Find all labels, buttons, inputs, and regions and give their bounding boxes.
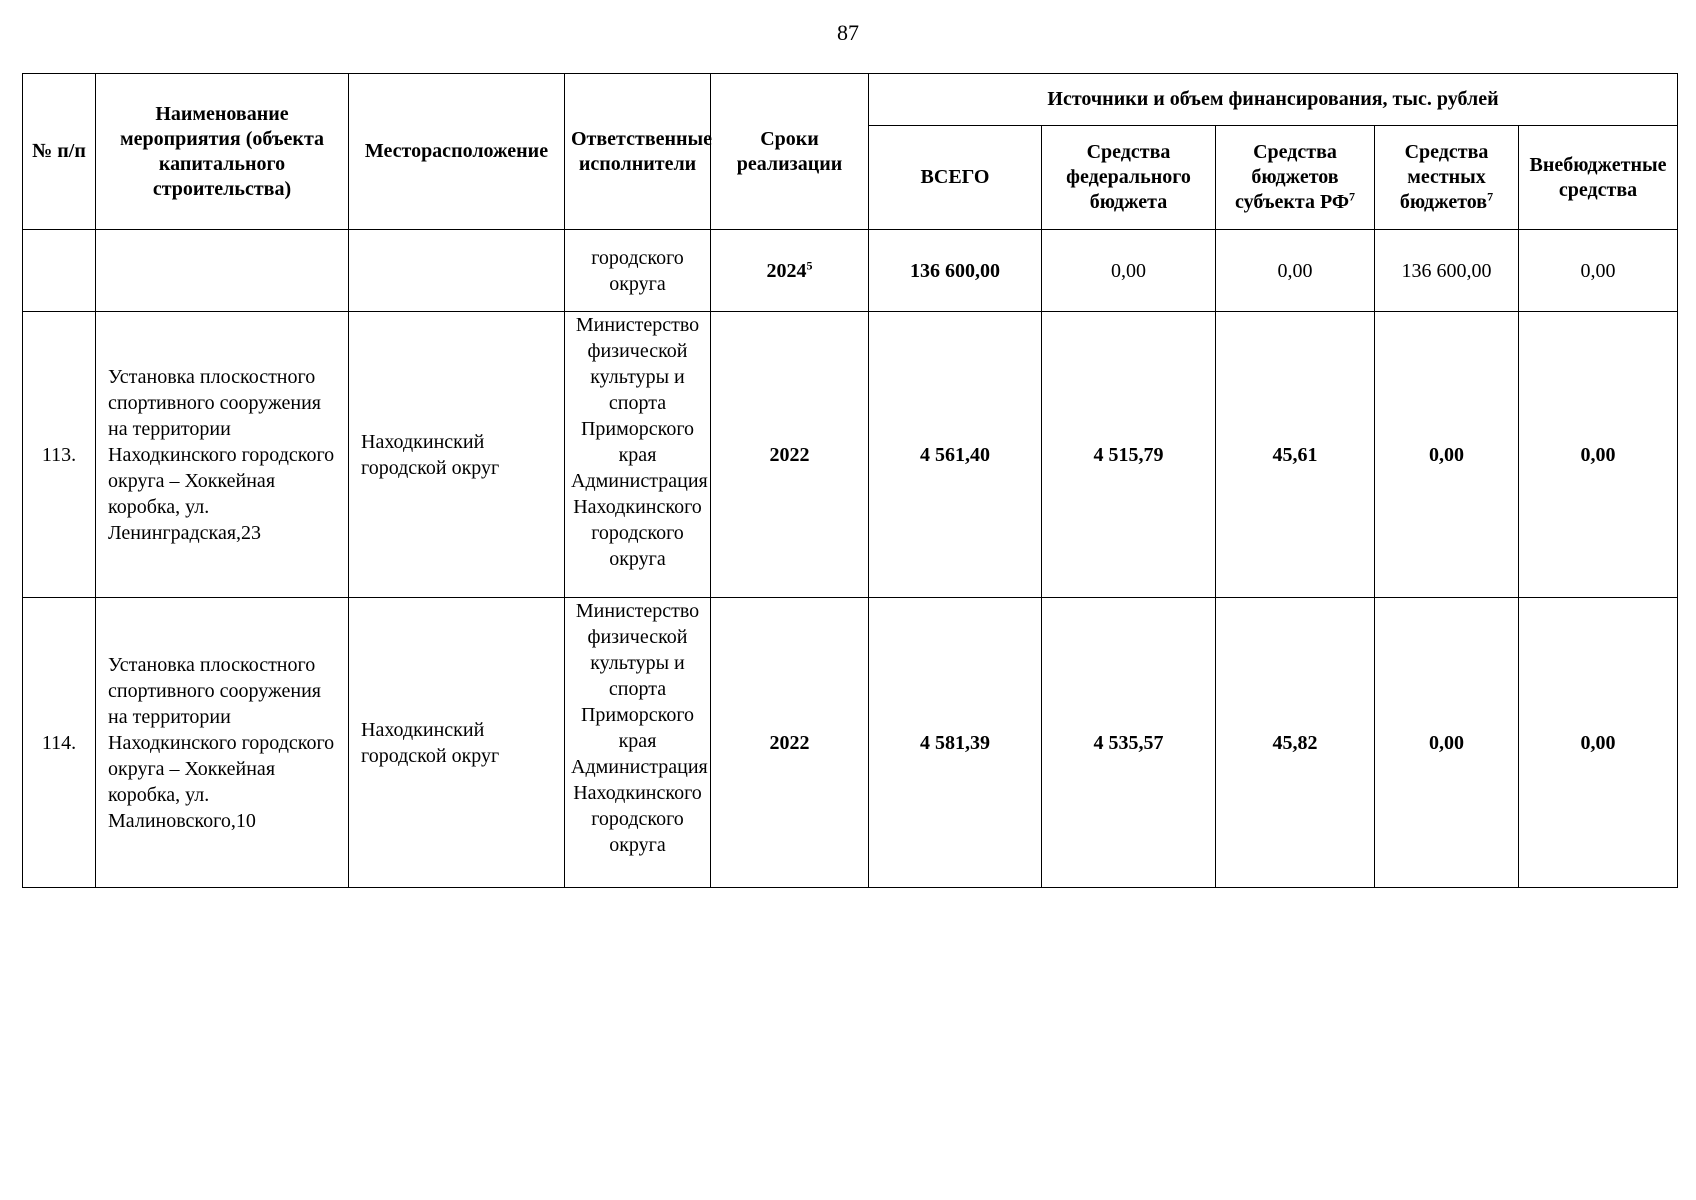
header-name: Наименование мероприятия (объекта капитального строительства) (96, 74, 349, 230)
header-location: Месторасположение (349, 74, 565, 230)
cell-federal: 4 535,57 (1042, 598, 1216, 888)
cell-executors: городского округа (565, 230, 711, 312)
header-total: ВСЕГО (869, 126, 1042, 230)
cell-year-footnote: 5 (806, 257, 813, 272)
cell-name: Установка плоскостного спортивного сооружения на территории Находкинского городского округа – Хоккейная коробка, ул. Малиновского,10 (96, 598, 349, 888)
cell-year-text: 2024 (766, 259, 807, 282)
cell-executors: Министерство физической культуры и спорта Приморского края Администрация Находкинского городского округа (565, 598, 711, 888)
table-row (23, 230, 1678, 312)
cell-location: Находкинский городской округ (349, 312, 565, 598)
header-subject (1216, 126, 1375, 230)
cell-name (96, 230, 349, 312)
table-row (23, 312, 1678, 598)
financing-table (22, 73, 1678, 888)
header-offbudget: Внебюджетные средства (1519, 126, 1678, 230)
header-sources: Источники и объем финансирования, тыс. рублей (869, 74, 1678, 126)
cell-total: 4 581,39 (869, 598, 1042, 888)
header-terms: Сроки реализации (711, 74, 869, 230)
header-subject-footnote: 7 (1349, 189, 1356, 204)
header-local-text: Средства местных бюджетов (1399, 141, 1489, 213)
header-num: № п/п (23, 74, 96, 230)
header-executors: Ответственные исполнители (565, 74, 711, 230)
cell-total: 136 600,00 (869, 230, 1042, 312)
page-number: 87 (837, 20, 859, 45)
cell-offbudget: 0,00 (1519, 312, 1678, 598)
header-local (1375, 126, 1519, 230)
header-subject-text: Средства бюджетов субъекта РФ (1234, 141, 1350, 213)
cell-num: 113. (23, 312, 96, 598)
header-local-footnote: 7 (1487, 189, 1494, 204)
cell-federal: 4 515,79 (1042, 312, 1216, 598)
cell-location (349, 230, 565, 312)
cell-year (711, 230, 869, 312)
cell-subject: 45,82 (1216, 598, 1375, 888)
cell-federal: 0,00 (1042, 230, 1216, 312)
cell-num (23, 230, 96, 312)
cell-total: 4 561,40 (869, 312, 1042, 598)
cell-local: 0,00 (1375, 312, 1519, 598)
header-row-1 (23, 74, 1678, 126)
table-row (23, 598, 1678, 888)
header-federal: Средства федерального бюджета (1042, 126, 1216, 230)
cell-year: 2022 (711, 598, 869, 888)
cell-offbudget: 0,00 (1519, 598, 1678, 888)
cell-num: 114. (23, 598, 96, 888)
cell-name: Установка плоскостного спортивного сооружения на территории Находкинского городского округа – Хоккейная коробка, ул. Ленинградская,23 (96, 312, 349, 598)
cell-local: 136 600,00 (1375, 230, 1519, 312)
cell-local: 0,00 (1375, 598, 1519, 888)
cell-year: 2022 (711, 312, 869, 598)
cell-executors: Министерство физической культуры и спорта Приморского края Администрация Находкинского городского округа (565, 312, 711, 598)
cell-offbudget: 0,00 (1519, 230, 1678, 312)
cell-subject: 0,00 (1216, 230, 1375, 312)
cell-location: Находкинский городской округ (349, 598, 565, 888)
cell-subject: 45,61 (1216, 312, 1375, 598)
